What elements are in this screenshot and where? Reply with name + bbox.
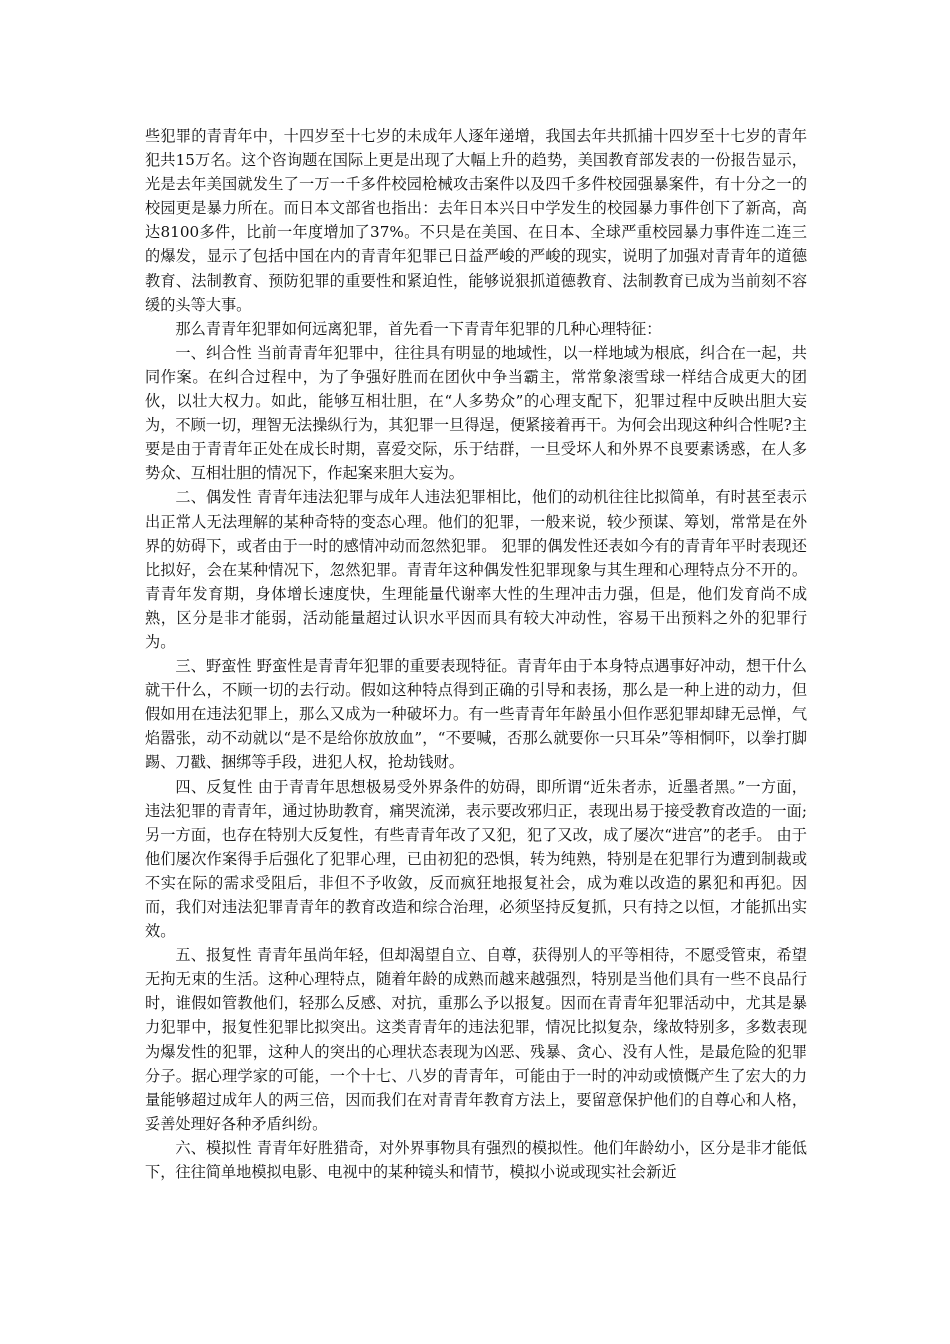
paragraph-trait-2-impulsiveness: 二、偶发性 青青年违法犯罪与成年人违法犯罪相比，他们的动机往往比拟简单，有时甚至表示出正常人无法理解的某种奇特的变态心理。他们的犯罪，一般来说，较少预谋、筹划，常常是在外界的妨碍下，或者由于一时的感情冲动而忽然犯罪。 犯罪的偶发性还表如今有的青青年平时表现还比拟好，会在某种情况下，忽然犯罪。青青年这种偶发性犯罪现象与其生理和心理特点分不开的。青青年发育期，身体增长速度快，生理能量代谢率大性的生理冲击力强，但是，他们发育尚不成熟，区分是非才能弱，活动能量超过认识水平因而具有较大冲动性，容易干出预料之外的犯罪行为。 (145, 488, 807, 651)
paragraph-trait-6-imitation: 六、模拟性 青青年好胜猎奇，对外界事物具有强烈的模拟性。他们年龄幼小，区分是非才能低下，往往简单地模拟电影、电视中的某种镜头和情节，模拟小说或现实社会新近 (145, 1138, 807, 1182)
paragraph-trait-4-recurrence: 四、反复性 由于青青年思想极易受外界条件的妨碍，即所谓“近朱者赤，近墨者黑。”一方面，违法犯罪的青青年，通过协助教育，痛哭流涕，表示要改邪归正，表现出易于接受教育改造的一面;另一方面，也存在特别大反复性，有些青青年改了又犯，犯了又改，成了屡次“进宫”的老手。 由于他们屡次作案得手后强化了犯罪心理，已由初犯的恐惧，转为纯熟，特别是在犯罪行为遭到制裁或不实在际的需求受阻后，非但不予收敛，反而疯狂地报复社会，成为难以改造的累犯和再犯。因而，我们对违法犯罪青青年的教育改造和综合治理，必须坚持反复抓，只有持之以恒，才能抓出实效。 (145, 777, 807, 941)
paragraph-intro-continued: 些犯罪的青青年中，十四岁至十七岁的未成年人逐年递增，我国去年共抓捕十四岁至十七岁的青年犯共15万名。这个咨询题在国际上更是出现了大幅上升的趋势，美国教育部发表的一份报告显示，光是去年美国就发生了一万一千多件校园枪械攻击案件以及四千多件校园强暴案件，有十分之一的校园更是暴力所在。而日本文部省也指出：去年日本兴日中学发生的校园暴力事件创下了新高，高达8100多件，比前一年度增加了37%。不只是在美国、在日本、全球严重校园暴力事件连二连三的爆发，显示了包括中国在内的青青年犯罪已日益严峻的严峻的现实，说明了加强对青青年的道德教育、法制教育、预防犯罪的重要性和紧迫性，能够说狠抓道德教育、法制教育已成为当前刻不容缓的头等大事。 (145, 127, 807, 314)
paragraph-trait-1-cohesion: 一、纠合性 当前青青年犯罪中，往往具有明显的地域性，以一样地域为根底，纠合在一起，共同作案。在纠合过程中，为了争强好胜而在团伙中争当霸主，常常象滚雪球一样结合成更大的团伙，以壮大权力。如此，能够互相壮胆，在“人多势众”的心理支配下，犯罪过程中反映出胆大妄为，不顾一切，理智无法操纵行为，其犯罪一旦得逞，便紧接着再干。为何会出现这种纠合性呢?主要是由于青青年正处在成长时期，喜爱交际，乐于结群，一旦受坏人和外界不良要素诱惑，在人多势众、互相壮胆的情况下，作起案来胆大妄为。 (145, 343, 807, 483)
document-page (145, 124, 807, 1184)
paragraph-trait-3-savagery: 三、野蛮性 野蛮性是青青年犯罪的重要表现特征。青青年由于本身特点遇事好冲动，想干什么就干什么，不顾一切的去行动。假如这种特点得到正确的引导和表扬，那么是一种上进的动力，但假如用在违法犯罪上，那么又成为一种破坏力。有一些青青年年龄虽小但作恶犯罪却肆无忌惮，气焰嚣张，动不动就以“是不是给你放放血”，“不要喊，否那么就要你一只耳朵”等相恫吓，以拳打脚踢、刀戳、捆绑等手段，进犯人权，抢劫钱财。 (145, 657, 807, 772)
paragraph-trait-5-revenge: 五、报复性 青青年虽尚年轻，但却渴望自立、自尊，获得别人的平等相待，不愿受管束，希望无拘无束的生活。这种心理特点，随着年龄的成熟而越来越强烈，特别是当他们具有一些不良品行时，谁假如管教他们，轻那么反感、对抗，重那么予以报复。因而在青青年犯罪活动中，尤其是暴力犯罪中，报复性犯罪比拟突出。这类青青年的违法犯罪，情况比拟复杂，缘故特别多，多数表现为爆发性的犯罪，这种人的突出的心理状态表现为凶恶、残暴、贪心、没有人性，是最危险的犯罪分子。据心理学家的可能，一个十七、八岁的青青年，可能由于一时的冲动或愤慨产生了宏大的力量能够超过成年人的两三倍，因而我们在对青青年教育方法上，要留意保护他们的自尊心和人格，妥善处理好各种矛盾纠纷。 (145, 946, 807, 1133)
paragraph-transition: 那么青青年犯罪如何远离犯罪，首先看一下青青年犯罪的几种心理特征： (175, 319, 662, 338)
